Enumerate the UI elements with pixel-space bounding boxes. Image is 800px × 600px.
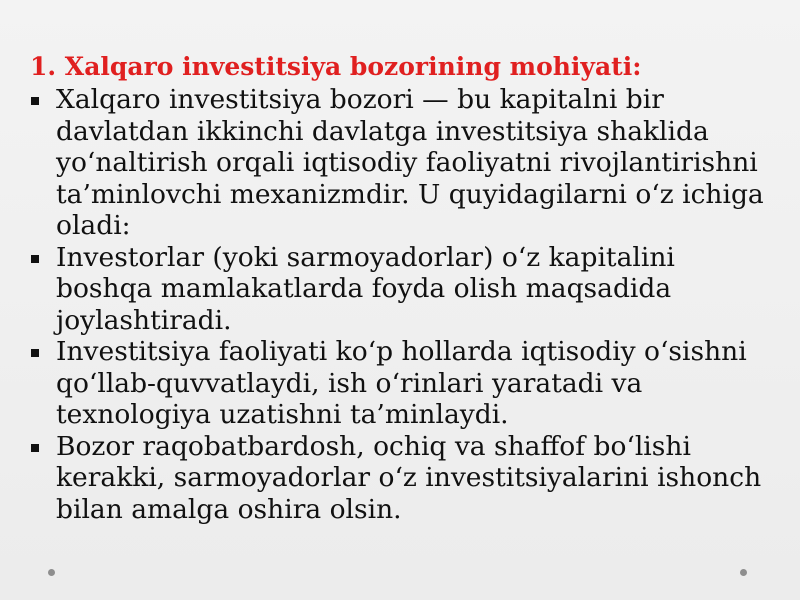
bullet-item	[30, 84, 775, 242]
bullet-text: Investitsiya faoliyati ko‘p hollarda iqtisodiy o‘sishni qo‘llab-quvvatlaydi, ish o‘rinlari yaratadi va texnologiya uzatishni ta’minlaydi.	[56, 336, 747, 430]
square-bullet-icon	[31, 255, 39, 263]
square-bullet-icon	[31, 444, 39, 452]
square-bullet-icon	[31, 349, 39, 357]
bullet-text: Investorlar (yoki sarmoyadorlar) o‘z kapitalini boshqa mamlakatlarda foyda olish maqsadida joylashtiradi.	[56, 241, 675, 336]
bullet-list	[30, 84, 775, 525]
bullet-item	[30, 242, 775, 337]
bullet-item	[30, 336, 775, 431]
bullet-text: Xalqaro investitsiya bozori — bu kapitalni bir davlatdan ikkinchi davlatga investitsiya shaklida yo‘naltirish orqali iqtisodiy faoliyatni rivojlantirishni ta’minlovchi mexanizmdir. U quyidagilarni o‘z ichiga oladi:	[56, 84, 764, 241]
bullet-text: Bozor raqobatbardosh, ochiq va shaffof bo‘lishi kerakki, sarmoyadorlar o‘z investitsiyalarini ishonch bilan amalga oshira olsin.	[56, 430, 762, 525]
decorative-dot-icon	[48, 569, 55, 576]
square-bullet-icon	[31, 97, 39, 105]
slide-content	[30, 52, 775, 525]
bullet-item	[30, 431, 775, 526]
slide-title: 1. Xalqaro investitsiya bozorining mohiyati:	[30, 52, 642, 81]
decorative-dot-icon	[740, 569, 747, 576]
